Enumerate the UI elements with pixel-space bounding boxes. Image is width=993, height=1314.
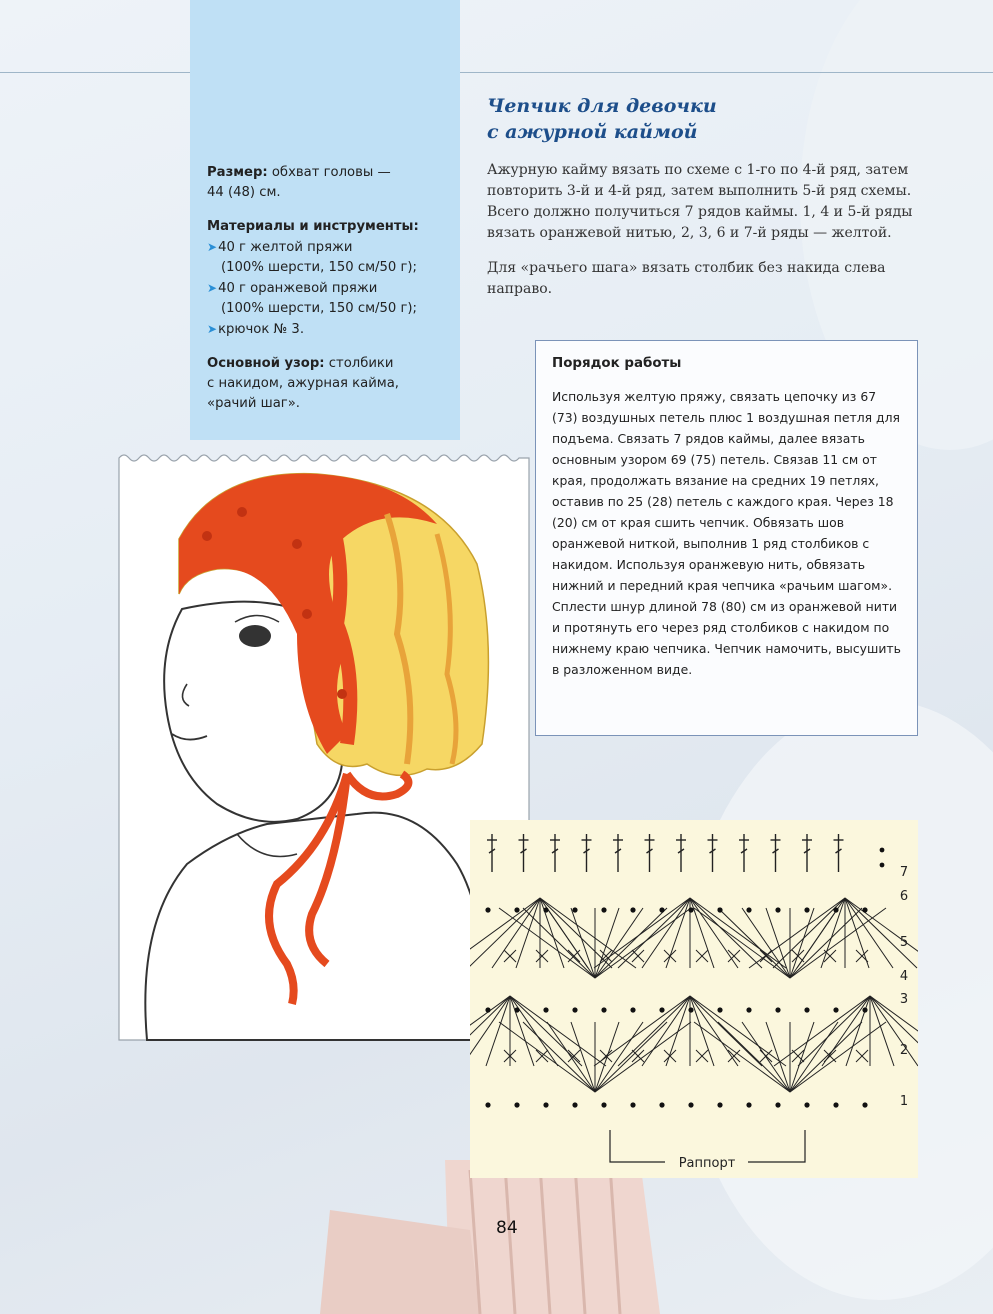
list-item: ➤40 г желтой пряжи (100% шерсти, 150 см/50 г);	[207, 240, 417, 275]
chain-dot	[630, 907, 635, 912]
chain-dot	[688, 1102, 693, 1107]
work-order-box	[535, 340, 918, 736]
crochet-diagram	[470, 820, 918, 1178]
chain-dot	[880, 863, 885, 868]
row-number: 7	[899, 865, 909, 880]
row-number: 2	[899, 1043, 909, 1058]
chain-dot	[775, 1007, 780, 1012]
materials-list	[207, 237, 452, 340]
chain-dot	[543, 907, 548, 912]
chain-dot	[804, 907, 809, 912]
chain-dot	[746, 907, 751, 912]
chain-dot	[601, 1102, 606, 1107]
chain-dot	[804, 1007, 809, 1012]
repeat-label: Раппорт	[678, 1156, 736, 1171]
list-item: ➤40 г оранжевой пряжи (100% шерсти, 150 см/50 г);	[207, 281, 417, 316]
pattern-label: Основной узор:	[207, 356, 325, 371]
chain-dot	[514, 1102, 519, 1107]
chain-dot	[862, 907, 867, 912]
chain-dot	[746, 1007, 751, 1012]
work-order-heading: Порядок работы	[552, 356, 682, 371]
intro-paragraph: Ажурную кайму вязать по схеме с 1-го по 4-й ряд, затем повторить 3-й и 4-й ряд, затем выполнить 5-й ряд схемы. Всего должно получиться 7 рядов каймы. 1, 4 и 5-й ряды вязать оранжевой нитью, 2, 3, 6 и 7-й ряды — желтой.	[487, 162, 913, 241]
chain-dot	[514, 1007, 519, 1012]
chain-dot	[775, 907, 780, 912]
chain-dot	[717, 1007, 722, 1012]
chain-dot	[572, 1102, 577, 1107]
chain-dot	[659, 1007, 664, 1012]
materials-label: Материалы и инструменты:	[207, 219, 419, 234]
chain-dot	[833, 907, 838, 912]
materials-spec	[207, 217, 452, 340]
chain-dot	[659, 907, 664, 912]
row-number: 1	[899, 1094, 909, 1109]
chain-dot	[572, 907, 577, 912]
size-label: Размер:	[207, 165, 268, 180]
knitted-scarf-image	[320, 1160, 660, 1314]
chain-dot	[543, 1007, 548, 1012]
chain-dot	[630, 1007, 635, 1012]
row-number: 5	[899, 935, 909, 950]
work-order-text: Используя желтую пряжу, связать цепочку из 67 (73) воздушных петель плюс 1 воздушная петля для подъема. Связать 7 рядов каймы, далее вязать основным узором 69 (75) петель. Связав 11 см от края, продолжать вязание на средних 19 петлях, оставив по 25 (28) петель с каждого края. Через 18 (20) см от края сшить чепчик. Обвязать шов оранжевой ниткой, выполнив 1 ряд столбиков с накидом. Используя оранжевую нить, обвязать нижний и передний края чепчика «рачьим шагом». Сплести шнур длиной 78 (80) см из оранжевой нити и протянуть его через ряд столбиков с накидом по нижнему краю чепчика. Чепчик намочить, высушить в разложенном виде.	[552, 389, 901, 677]
page-title: Чепчик для девочки с ажурной каймой	[487, 95, 717, 143]
chain-dot	[630, 1102, 635, 1107]
chain-dot	[862, 1102, 867, 1107]
chain-dot	[514, 907, 519, 912]
chain-dot	[717, 1102, 722, 1107]
chain-dot	[543, 1102, 548, 1107]
top-rule	[0, 72, 993, 73]
chain-dot	[880, 848, 885, 853]
chain-dot	[804, 1102, 809, 1107]
chain-dot	[601, 1007, 606, 1012]
row-number: 3	[899, 992, 909, 1007]
intro-paragraph: Для «рачьего шага» вязать столбик без накида слева направо.	[487, 260, 886, 297]
chain-dot	[572, 1007, 577, 1012]
arrow-bullet-icon: ➤	[207, 322, 218, 336]
arrow-bullet-icon: ➤	[207, 281, 218, 295]
chain-dot	[775, 1102, 780, 1107]
chain-dot	[659, 1102, 664, 1107]
chain-dot	[485, 1007, 490, 1012]
specs-block	[207, 163, 452, 428]
chain-dot	[746, 1102, 751, 1107]
size-spec: Размер: обхват головы — 44 (48) см.	[207, 165, 391, 200]
pattern-spec: Основной узор: столбики с накидом, ажурная кайма, «рачий шаг».	[207, 356, 400, 411]
chain-dot	[833, 1102, 838, 1107]
chain-dot	[717, 907, 722, 912]
chain-dot	[688, 1007, 693, 1012]
page-number: 84	[496, 1218, 518, 1238]
chain-dot	[485, 1102, 490, 1107]
arrow-bullet-icon: ➤	[207, 240, 218, 254]
row-number: 4	[899, 969, 909, 984]
chain-dot	[833, 1007, 838, 1012]
intro-text	[487, 160, 917, 314]
chain-dot	[688, 907, 693, 912]
chain-dot	[485, 907, 490, 912]
list-item: ➤крючок № 3.	[207, 322, 305, 337]
chain-dot	[862, 1007, 867, 1012]
row-number: 6	[899, 889, 909, 904]
chain-dot	[601, 907, 606, 912]
